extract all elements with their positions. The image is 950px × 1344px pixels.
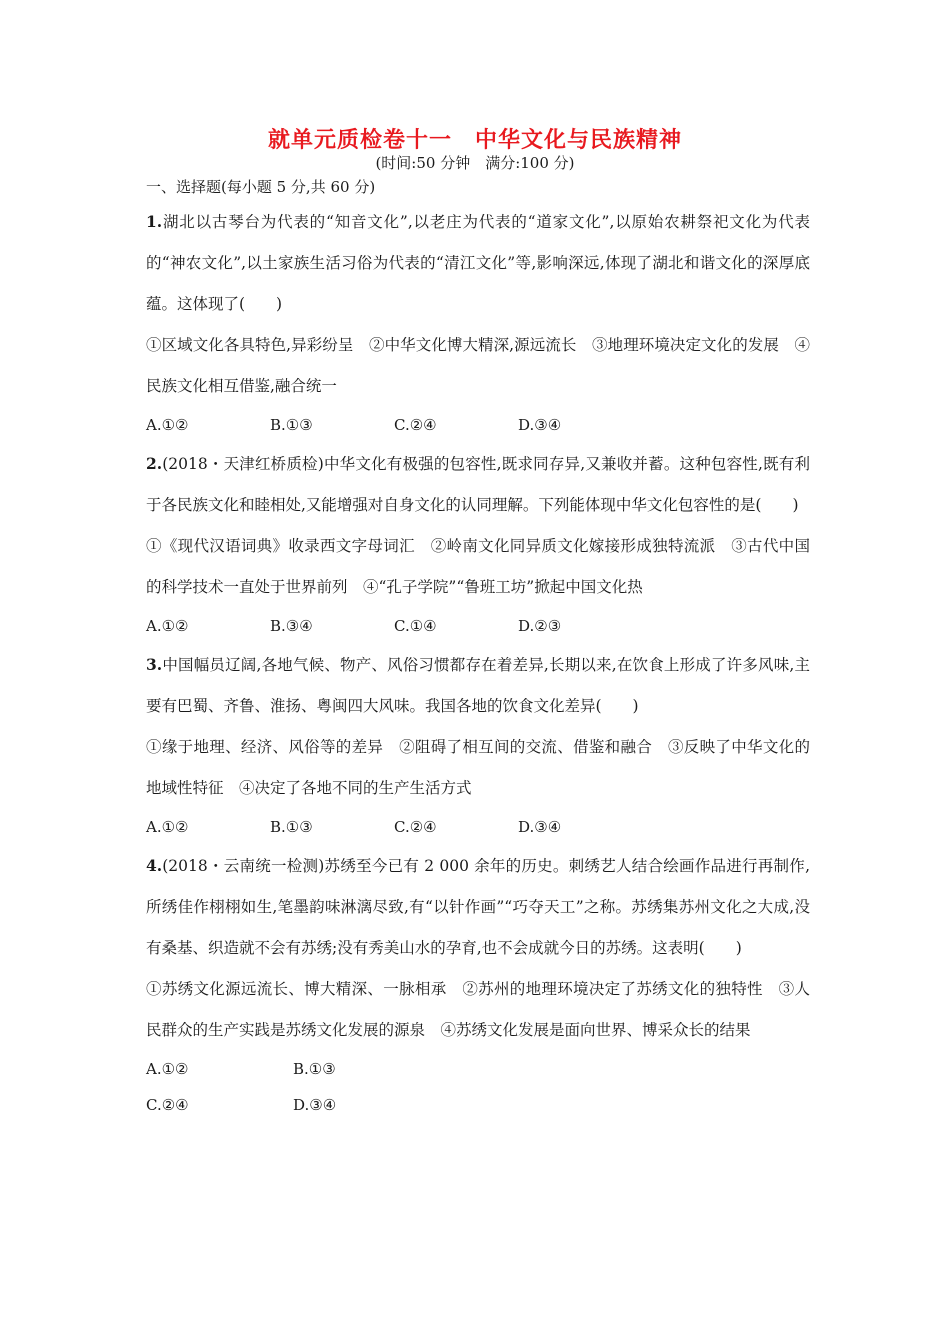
question-1 xyxy=(146,201,810,443)
exam-info: (时间:50 分钟 满分:100 分) xyxy=(375,154,575,172)
answer-options xyxy=(146,608,810,644)
option-a[interactable]: A.①② xyxy=(146,1060,189,1078)
option-c[interactable]: C.②④ xyxy=(394,818,437,836)
exam-content xyxy=(146,173,810,1123)
question-number: 2. xyxy=(146,454,163,473)
answer-options-row-2 xyxy=(146,1087,810,1123)
answer-options xyxy=(146,407,810,443)
option-c[interactable]: C.②④ xyxy=(146,1096,189,1114)
option-d[interactable]: D.③④ xyxy=(518,818,562,836)
answer-options-row-1 xyxy=(146,1051,810,1087)
section-heading: 一、选择题(每小题 5 分,共 60 分) xyxy=(146,178,376,196)
question-number: 1. xyxy=(146,212,163,231)
answer-options xyxy=(146,809,810,845)
question-text: (2018・云南统一检测)苏绣至今已有 2 000 余年的历史。刺绣艺人结合绘画作品进行再制作,所绣佳作栩栩如生,笔墨韵味淋漓尽致,有“以针作画”“巧夺天工”之称。苏绣集苏州文化之大成,没有桑基、织造就不会有苏绣;没有秀美山水的孕育,也不会成就今日的苏绣。这表明( ) xyxy=(146,857,810,957)
question-statements: ①苏绣文化源远流长、博大精深、一脉相承 ②苏州的地理环境决定了苏绣文化的独特性 ③人民群众的生产实践是苏绣文化发展的源泉 ④苏绣文化发展是面向世界、博采众长的结果 xyxy=(146,980,810,1039)
question-statements: ①区域文化各具特色,异彩纷呈 ②中华文化博大精深,源远流长 ③地理环境决定文化的发展 ④民族文化相互借鉴,融合统一 xyxy=(146,336,810,395)
question-3 xyxy=(146,644,810,845)
option-a[interactable]: A.①② xyxy=(146,617,189,635)
question-stem xyxy=(146,443,810,526)
option-d[interactable]: D.③④ xyxy=(518,416,562,434)
question-4 xyxy=(146,845,810,1123)
option-c[interactable]: C.②④ xyxy=(394,416,437,434)
page-title: 就单元质检卷十一 中华文化与民族精神 xyxy=(267,128,682,153)
question-statements: ①缘于地理、经济、风俗等的差异 ②阻碍了相互间的交流、借鉴和融合 ③反映了中华文化的地域性特征 ④决定了各地不同的生产生活方式 xyxy=(146,738,810,797)
question-stem xyxy=(146,845,810,969)
question-stem xyxy=(146,201,810,325)
option-b[interactable]: B.①③ xyxy=(293,1060,336,1078)
option-a[interactable]: A.①② xyxy=(146,416,189,434)
question-text: 中国幅员辽阔,各地气候、物产、风俗习惯都存在着差异,长期以来,在饮食上形成了许多风味,主要有巴蜀、齐鲁、淮扬、粤闽四大风味。我国各地的饮食文化差异( ) xyxy=(146,656,810,715)
option-b[interactable]: B.①③ xyxy=(270,818,313,836)
option-b[interactable]: B.①③ xyxy=(270,416,313,434)
question-text: (2018・天津红桥质检)中华文化有极强的包容性,既求同存异,又兼收并蓄。这种包容性,既有利于各民族文化和睦相处,又能增强对自身文化的认同理解。下列能体现中华文化包容性的是( ) xyxy=(146,455,810,514)
option-b[interactable]: B.③④ xyxy=(270,617,313,635)
question-number: 4. xyxy=(146,856,163,875)
option-d[interactable]: D.②③ xyxy=(518,617,562,635)
option-c[interactable]: C.①④ xyxy=(394,617,437,635)
option-d[interactable]: D.③④ xyxy=(293,1096,337,1114)
question-statements: ①《现代汉语词典》收录西文字母词汇 ②岭南文化同异质文化嫁接形成独特流派 ③古代中国的科学技术一直处于世界前列 ④“孔子学院”“鲁班工坊”掀起中国文化热 xyxy=(146,537,810,596)
option-a[interactable]: A.①② xyxy=(146,818,189,836)
question-text: 湖北以古琴台为代表的“知音文化”,以老庄为代表的“道家文化”,以原始农耕祭祀文化为代表的“神农文化”,以土家族生活习俗为代表的“清江文化”等,影响深远,体现了湖北和谐文化的深厚底蕴。这体现了( ) xyxy=(146,213,810,313)
question-stem xyxy=(146,644,810,727)
question-number: 3. xyxy=(146,655,163,674)
question-2 xyxy=(146,443,810,644)
